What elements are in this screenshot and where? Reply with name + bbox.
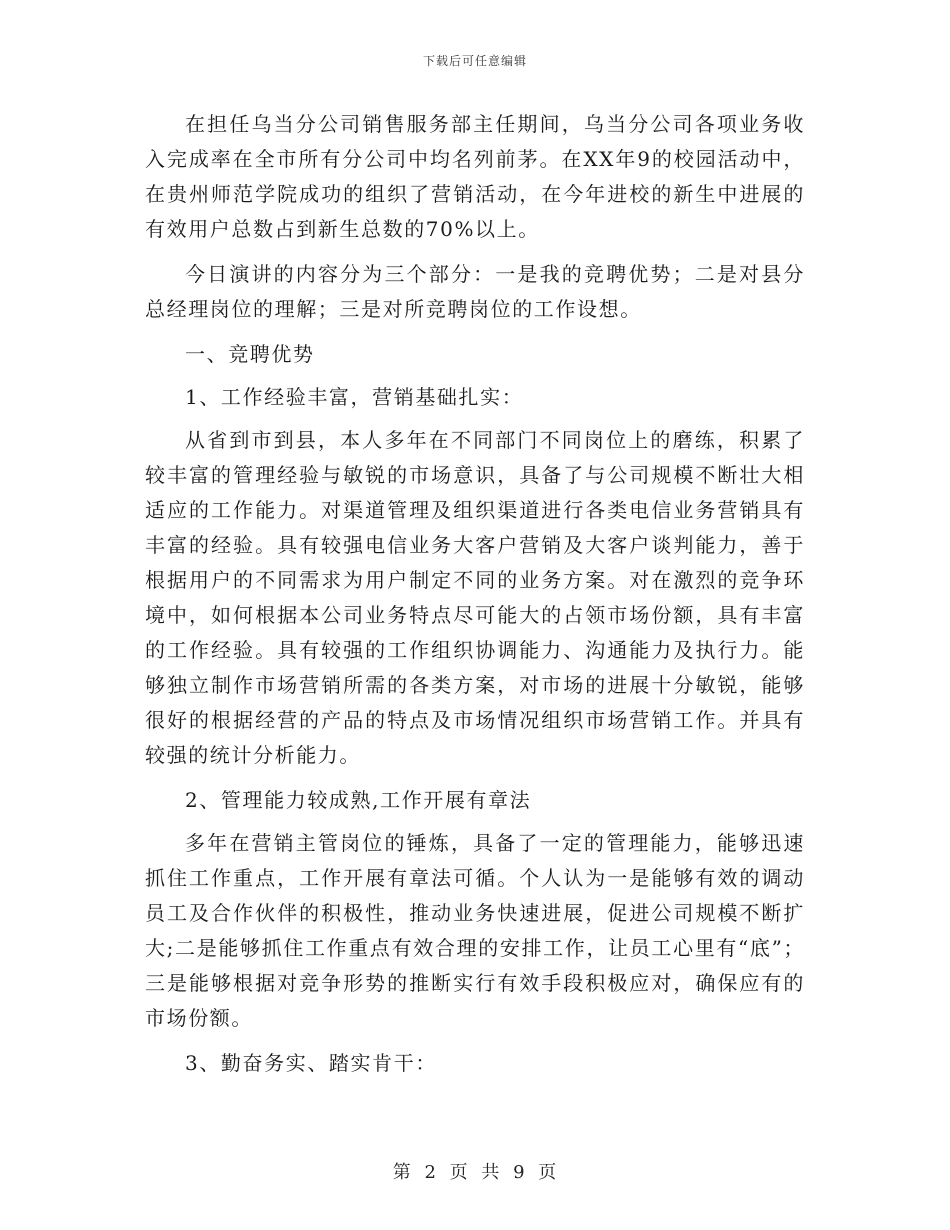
page-number: 第 2 页 共 9 页 xyxy=(392,1162,558,1183)
section-heading-advantages: 一、竞聘优势 xyxy=(185,342,315,366)
document-body xyxy=(145,107,805,1091)
subheading-2: 2、管理能力较成熟,工作开展有章法 xyxy=(185,788,532,812)
header-note: 下载后可任意编辑 xyxy=(422,54,527,68)
paragraph-1: 在担任乌当分公司销售服务部主任期间，乌当分公司各项业务收入完成率在全市所有分公司中均名列前茅。在XX年9的校园活动中，在贵州师范学院成功的组织了营销活动，在今年进校的新生中进展的有效用户总数占到新生总数的70%以上。 xyxy=(145,112,805,241)
paragraph-2: 今日演讲的内容分为三个部分：一是我的竞聘优势；二是对县分总经理岗位的理解；三是对所竞聘岗位的工作设想。 xyxy=(145,262,805,321)
subheading-1: 1、工作经验丰富，营销基础扎实： xyxy=(185,385,524,409)
paragraph-4: 多年在营销主管岗位的锤炼，具备了一定的管理能力，能够迅速抓住工作重点，工作开展有章法可循。个人认为一是能够有效的调动员工及合作伙伴的积极性，推动业务快速进展，促进公司规模不断扩大;二是能够抓住工作重点有效合理的安排工作，让员工心里有“底”；三是能够根据对竞争形势的推断实行有效手段积极应对，确保应有的市场份额。 xyxy=(145,831,805,1030)
subheading-3: 3、勤奋务实、踏实肯干： xyxy=(185,1051,437,1075)
paragraph-3: 从省到市到县，本人多年在不同部门不同岗位上的磨练，积累了较丰富的管理经验与敏锐的市场意识，具备了与公司规模不断壮大相适应的工作能力。对渠道管理及组织渠道进行各类电信业务营销具有丰富的经验。具有较强电信业务大客户营销及大客户谈判能力，善于根据用户的不同需求为用户制定不同的业务方案。对在激烈的竞争环境中，如何根据本公司业务特点尽可能大的占领市场份额，具有丰富的工作经验。具有较强的工作组织协调能力、沟通能力及执行力。能够独立制作市场营销所需的各类方案，对市场的进展十分敏锐，能够很好的根据经营的产品的特点及市场情况组织市场营销工作。并具有较强的统计分析能力。 xyxy=(145,428,805,767)
